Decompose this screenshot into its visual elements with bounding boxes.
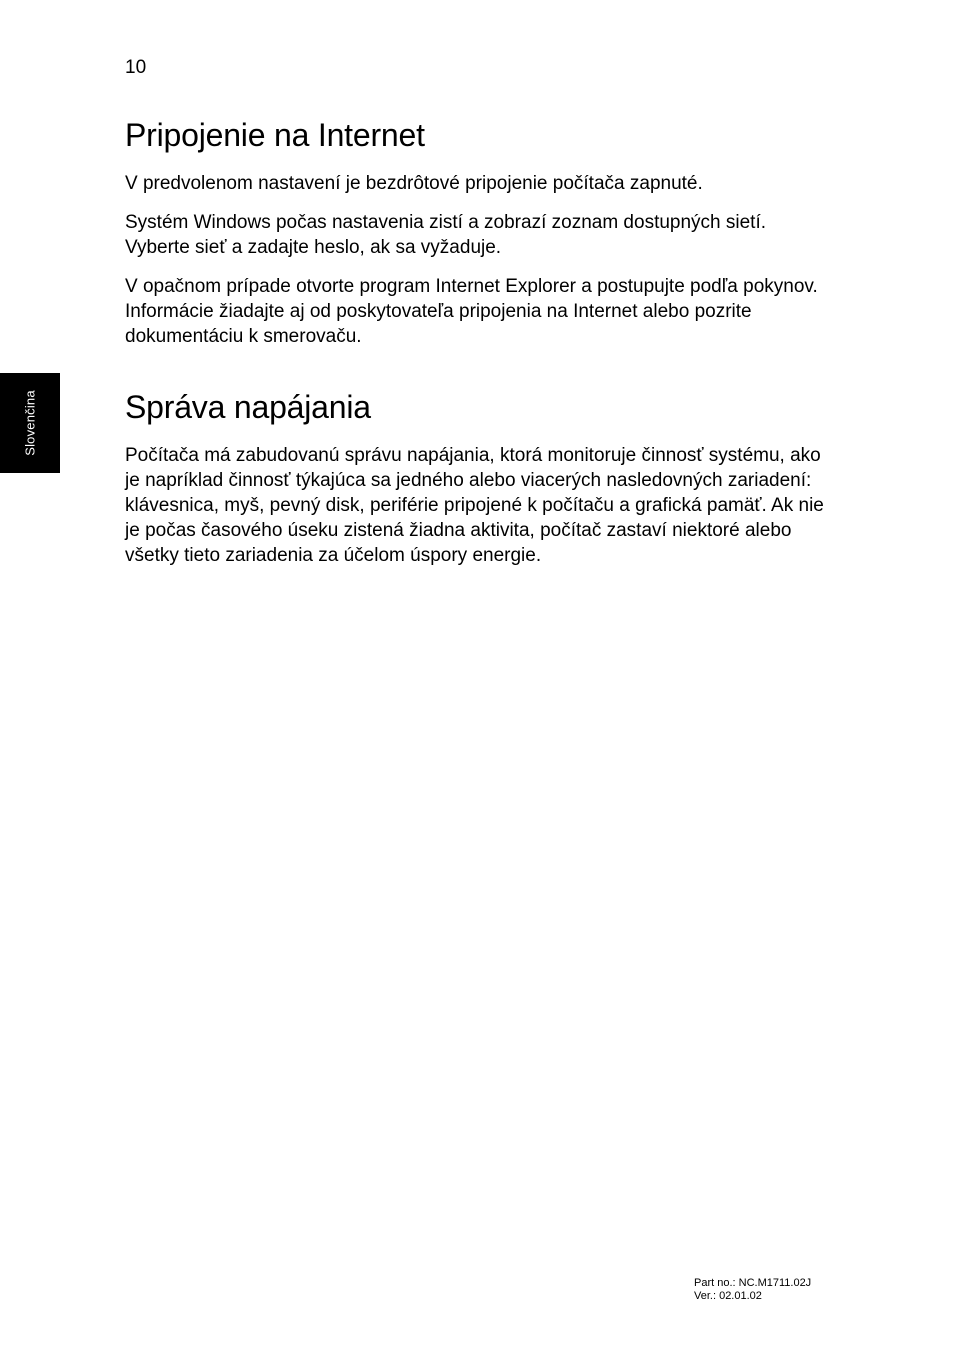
paragraph: V predvolenom nastavení je bezdrôtové pripojenie počítača zapnuté. [125,173,703,194]
section-heading-internet: Pripojenie na Internet [125,117,425,153]
paragraph: V opačnom prípade otvorte program Internet Explorer a postupujte podľa pokynov. Informácie žiadajte aj od poskytovateľa pripojenia na Internet alebo pozrite dokumentáciu k smerovaču. [125,276,818,347]
paragraph: Systém Windows počas nastavenia zistí a zobrazí zoznam dostupných sietí. Vyberte sieť a zadajte heslo, ak sa vyžaduje. [125,212,767,258]
document-footer [694,1277,811,1303]
section-heading-power: Správa napájania [125,389,371,425]
page-number: 10 [125,57,147,78]
section-internet-connection [125,116,825,363]
part-number: Part no.: NC.M1711.02J [694,1277,812,1289]
paragraph: Počítača má zabudovanú správu napájania, ktorá monitoruje činnosť systému, ako je napríklad činnosť týkajúca sa jedného alebo viacerých nasledovných zariadení: klávesnica, myš, pevný disk, periférie pripojené k počítaču a grafická pamäť. Ak nie je počas časového úseku zistená žiadna aktivita, počítač zastaví niektoré alebo všetky tieto zariadenia za účelom úspory energie. [125,445,824,566]
language-side-tab [0,373,60,473]
language-label: Slovenčina [22,390,38,456]
section-power-management [125,388,825,568]
version-number: Ver.: 02.01.02 [694,1290,762,1302]
